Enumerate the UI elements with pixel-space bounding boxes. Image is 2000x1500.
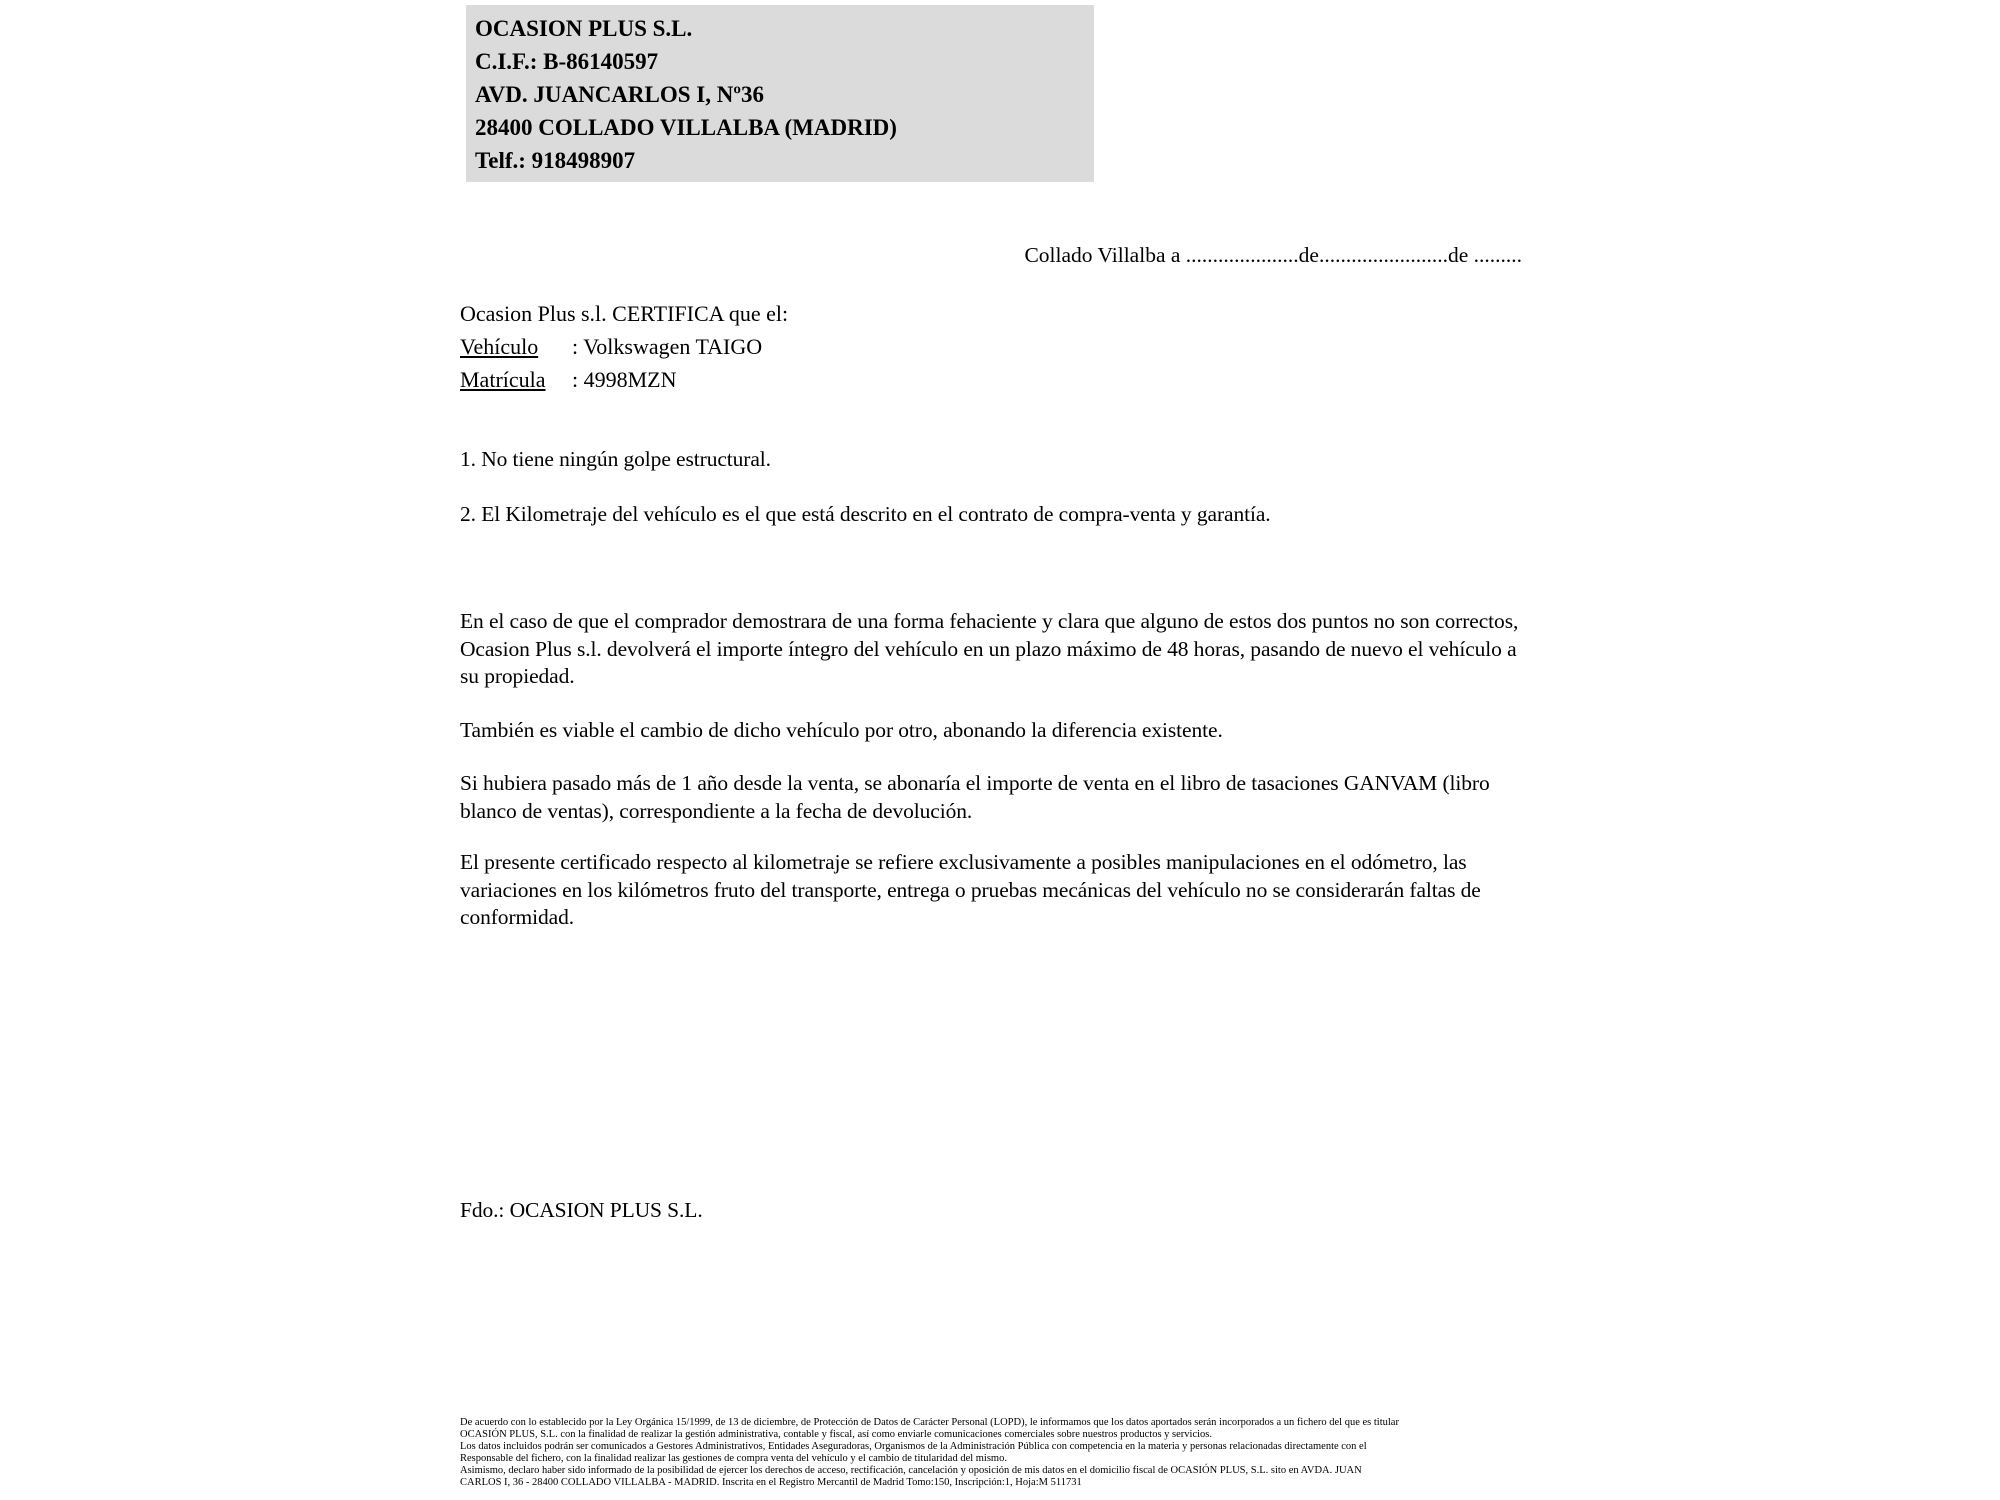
legal-footer [460, 1417, 1522, 1488]
paragraph-refund-terms: En el caso de que el comprador demostrara de una forma fehaciente y clara que alguno de estos dos puntos no son correctos, Ocasion Plus s.l. devolverá el importe íntegro del vehículo en un plazo máximo de 48 horas, pasando de nuevo el vehículo a su propiedad. [460, 609, 1519, 688]
company-phone: Telf.: 918498907 [475, 148, 636, 173]
vehicle-label: Vehículo [460, 334, 539, 359]
paragraph-exchange-option: También es viable el cambio de dicho vehículo por otro, abonando la diferencia existente. [460, 717, 1223, 742]
paragraph-ganvam-valuation: Si hubiera pasado más de 1 año desde la venta, se abonaría el importe de venta en el libro de tasaciones GANVAM (libro blanco de ventas), correspondiente a la fecha de devolución. [460, 771, 1490, 823]
signature-line: Fdo.: OCASION PLUS S.L. [460, 1197, 703, 1222]
legal-line: OCASIÓN PLUS, S.L. con la finalidad de realizar la gestión administrativa, contable y fiscal, así como enviarle comunicaciones comerciales sobre nuestros productos y servicios. [460, 1428, 1212, 1440]
clause-2: 2. El Kilometraje del vehículo es el que está descrito en el contrato de compra-venta y garantía. [460, 501, 1271, 526]
legal-line: De acuerdo con lo establecido por la Ley Orgánica 15/1999, de 13 de diciembre, de Protección de Datos de Carácter Personal (LOPD), le informamos que los datos aportados serán incorporados a un fichero del que es titular [460, 1417, 1399, 1428]
legal-line: CARLOS I, 36 - 28400 COLLADO VILLALBA - MADRID. Inscrita en el Registro Mercantil de Madrid Tomo:150, Inscripción:1, Hoja:M 511731 [460, 1476, 1082, 1488]
company-city: 28400 COLLADO VILLALBA (MADRID) [475, 115, 897, 140]
plate-field [460, 363, 1522, 396]
vehicle-value: : Volkswagen TAIGO [572, 334, 763, 359]
plate-value: : 4998MZN [572, 367, 677, 392]
legal-line: Asimismo, declaro haber sido informado de la posibilidad de ejercer los derechos de acceso, rectificación, cancelación y oposición de mis datos en el domicilio fiscal de OCASIÓN PLUS, S.L. sito en AVDA. JUAN [460, 1464, 1362, 1476]
legal-line: Los datos incluidos podrán ser comunicados a Gestores Administrativos, Entidades Aseguradoras, Organismos de la Administración Pública con competencia en la materia y personas relacionadas directamente con el [460, 1440, 1367, 1452]
paragraph-odometer-disclaimer: El presente certificado respecto al kilometraje se refiere exclusivamente a posibles manipulaciones en el odómetro, las variaciones en los kilómetros fruto del transporte, entrega o pruebas mecánicas del vehículo no se considerarán faltas de conformidad. [460, 850, 1481, 929]
clause-1: 1. No tiene ningún golpe estructural. [460, 447, 771, 471]
company-cif: C.I.F.: B-86140597 [475, 49, 659, 74]
legal-line: Responsable del fichero, con la finalidad realizar las gestiones de compra venta del vehículo y el cambio de titularidad del mismo. [460, 1452, 1007, 1464]
certification-block [460, 297, 1522, 396]
certification-intro: Ocasion Plus s.l. CERTIFICA que el: [460, 301, 789, 326]
company-header-box [466, 5, 1094, 182]
plate-label: Matrícula [460, 367, 546, 392]
date-fill-in-line: Collado Villalba a .....................de........................de ......... [1024, 243, 1522, 267]
vehicle-field [460, 330, 1522, 363]
company-address: AVD. JUANCARLOS I, Nº36 [475, 82, 764, 107]
company-name: OCASION PLUS S.L. [475, 16, 693, 41]
document-content [460, 0, 1522, 1488]
